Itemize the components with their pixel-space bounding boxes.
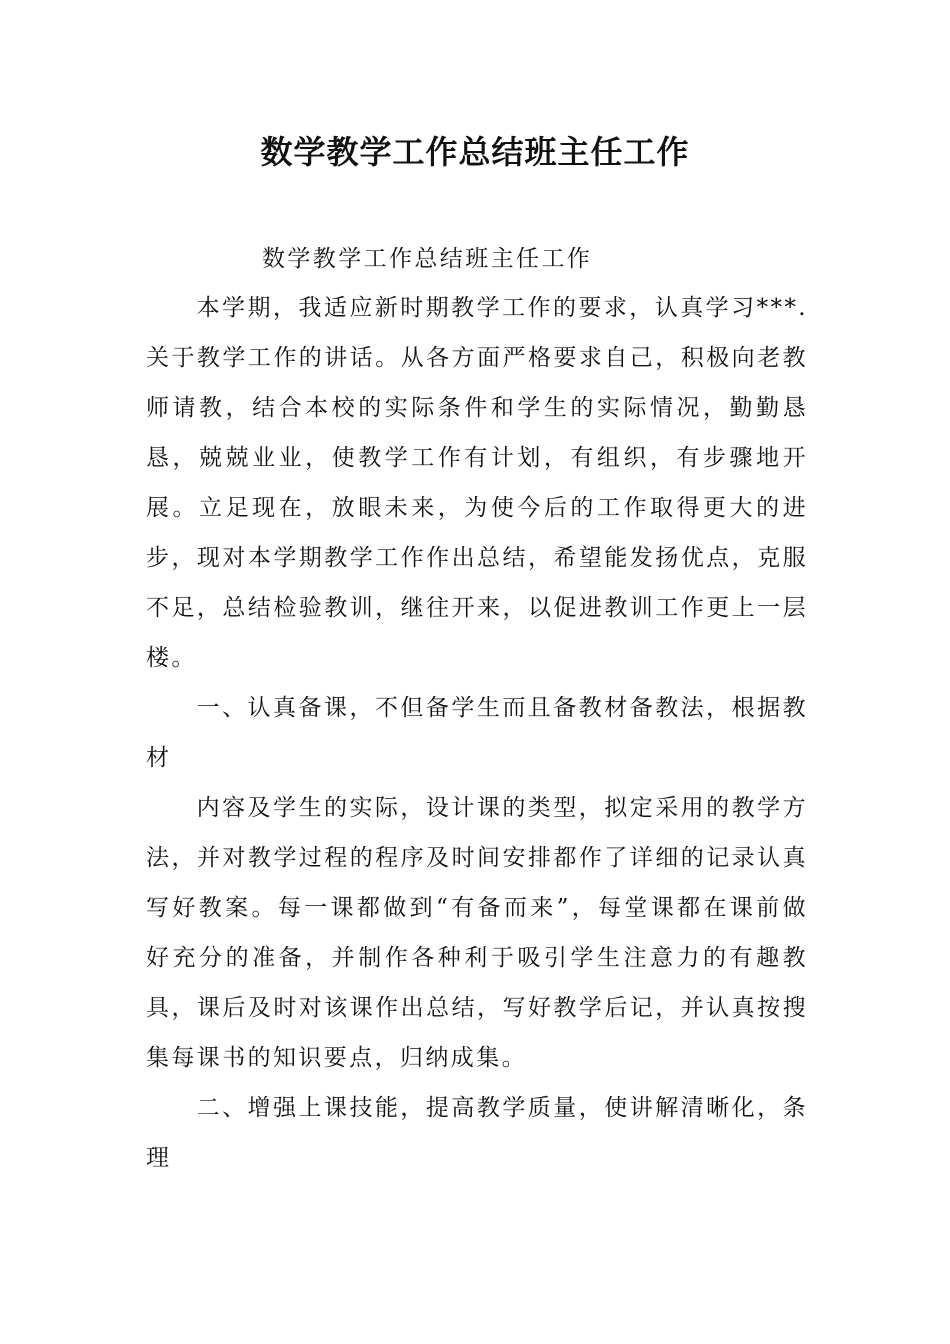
document-body — [146, 283, 808, 1183]
document-title: 数学教学工作总结班主任工作 — [260, 133, 690, 171]
paragraph-intro: 本学期，我适应新时期教学工作的要求，认真学习***.关于教学工作的讲话。从各方面严格要求自己，积极向老教师请教，结合本校的实际条件和学生的实际情况，勤勤恳恳，兢兢业业，使教学工作有计划，有组织，有步骤地开展。立足现在，放眼未来，为使今后的工作取得更大的进步，现对本学期教学工作作出总结，希望能发扬优点，克服不足，总结检验教训，继往开来，以促进教训工作更上一层楼。 — [146, 295, 808, 671]
paragraph-section-1-content: 内容及学生的实际，设计课的类型，拟定采用的教学方法，并对教学过程的程序及时间安排都作了详细的记录认真写好教案。每一课都做到“有备而来”，每堂课都在课前做好充分的准备，并制作各种利于吸引学生注意力的有趣教具，课后及时对该课作出总结，写好教学后记，并认真按搜集每课书的知识要点，归纳成集。 — [146, 795, 808, 1071]
paragraph-section-1-heading: 一、认真备课，不但备学生而且备教材备教法，根据教材 — [146, 695, 808, 771]
document-subtitle: 数学教学工作总结班主任工作 — [262, 246, 593, 272]
paragraph-section-2-heading: 二、增强上课技能，提高教学质量，使讲解清晰化，条理 — [146, 1095, 808, 1171]
